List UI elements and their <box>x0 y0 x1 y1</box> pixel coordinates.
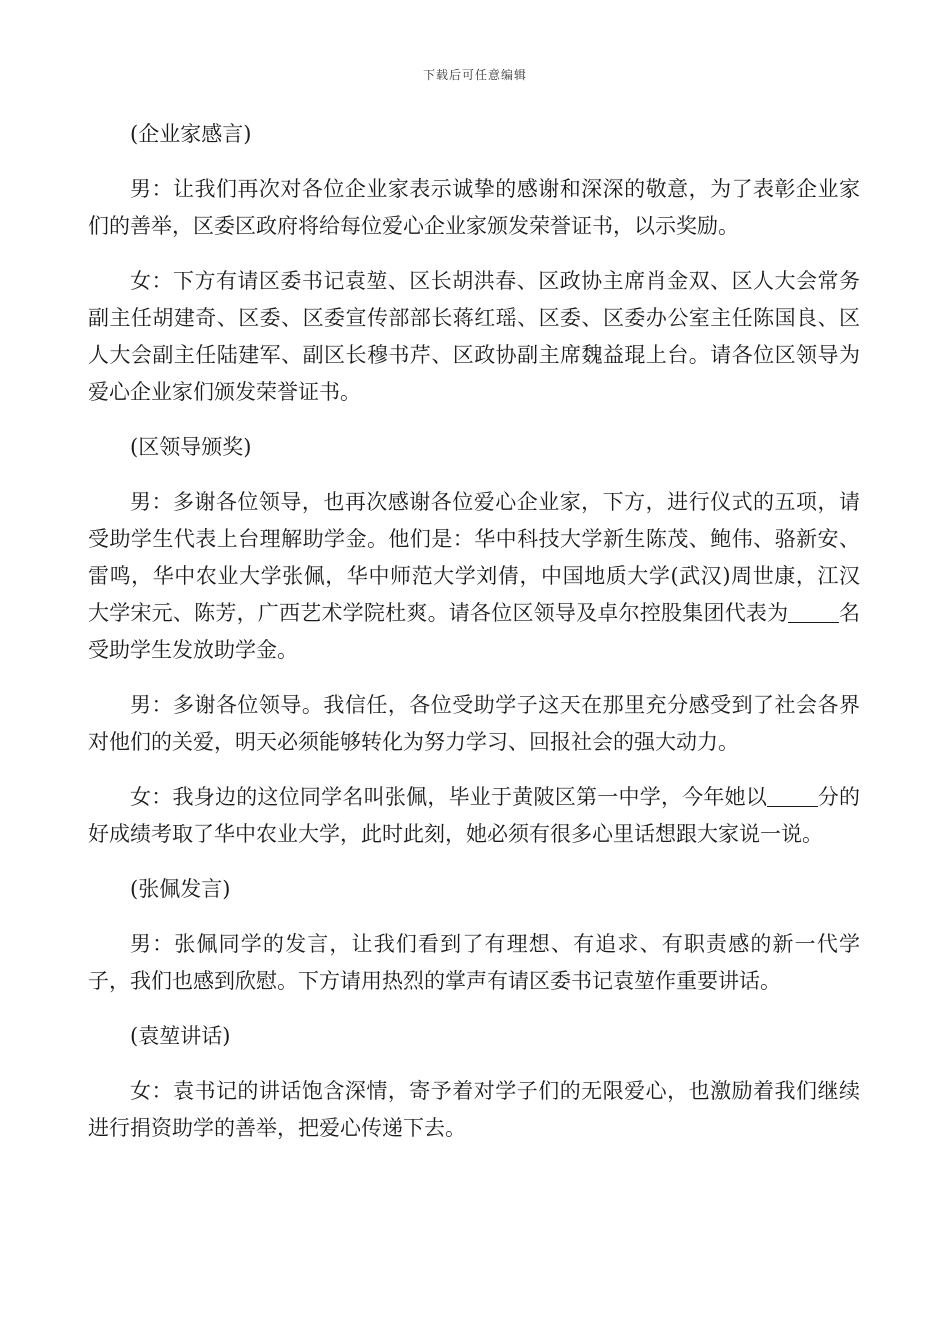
paragraph-male-invite-secretary: 男：张佩同学的发言，让我们看到了有理想、有追求、有职责感的新一代学子，我们也感到欣慰。下方请用热烈的掌声有请区委书记袁堃作重要讲话。 <box>88 932 860 993</box>
paragraph-text: 名受助学生发放助学金。 <box>88 601 861 662</box>
stage-note-leaders-award: (区领导颁奖) <box>130 435 252 459</box>
stage-note-student-speech: (张佩发言) <box>130 877 231 901</box>
stage-note-secretary-speech: (袁堃讲话) <box>130 1024 231 1048</box>
paragraph-text: 分的好成绩考取了华中农业大学，此时此刻，她必须有很多心里话想跟大家说一说。 <box>88 785 861 846</box>
paragraph-female-closing: 女：袁书记的讲话饱含深情，寄予着对学子们的无限爱心，也激励着我们继续进行捐资助学的善举，把爱心传递下去。 <box>88 1079 860 1140</box>
paragraph-text: 男：多谢各位领导，也再次感谢各位爱心企业家，下方，进行仪式的五项，请受助学生代表上台理解助学金。他们是：华中科技大学新生陈茂、鲍伟、骆新安、雷鸣，华中农业大学张佩，华中师范大学刘倩，中国地质大学(武汉)周世康，江汉大学宋元、陈芳，广西艺术学院杜爽。请各位区领导及卓尔控股集团代表为 <box>88 490 860 625</box>
paragraph-text: 女：我身边的这位同学名叫张佩，毕业于黄陂区第一中学，今年她以 <box>130 785 768 809</box>
paragraph-female-introduce-student <box>88 779 860 853</box>
paragraph-female-invite-leaders: 女：下方有请区委书记袁堃、区长胡洪春、区政协主席肖金双、区人大会常务副主任胡建奇、区委、区委宣传部部长蒋红瑶、区委、区委办公室主任陈国良、区人大会副主任陆建军、副区长穆书芹、区政协副主席魏益琨上台。请各位区领导为爱心企业家们颁发荣誉证书。 <box>88 269 860 404</box>
paragraph-male-honor-certificates: 男：让我们再次对各位企业家表示诚挚的感谢和深深的敬意，为了表彰企业家们的善举，区委区政府将给每位爱心企业家颁发荣誉证书，以示奖励。 <box>88 177 860 238</box>
paragraph-male-student-representatives <box>88 484 860 669</box>
document-body <box>88 116 860 1165</box>
paragraph-male-thanks-leaders: 男：多谢各位领导。我信任，各位受助学子这天在那里充分感受到了社会各界对他们的关爱，明天必须能够转化为努力学习、回报社会的强大动力。 <box>88 693 860 754</box>
fill-in-blank <box>767 785 817 807</box>
fill-in-blank <box>788 601 838 623</box>
page-header: 下载后可任意编辑 <box>422 68 527 82</box>
stage-note-entrepreneur-speech: (企业家感言) <box>130 122 252 146</box>
